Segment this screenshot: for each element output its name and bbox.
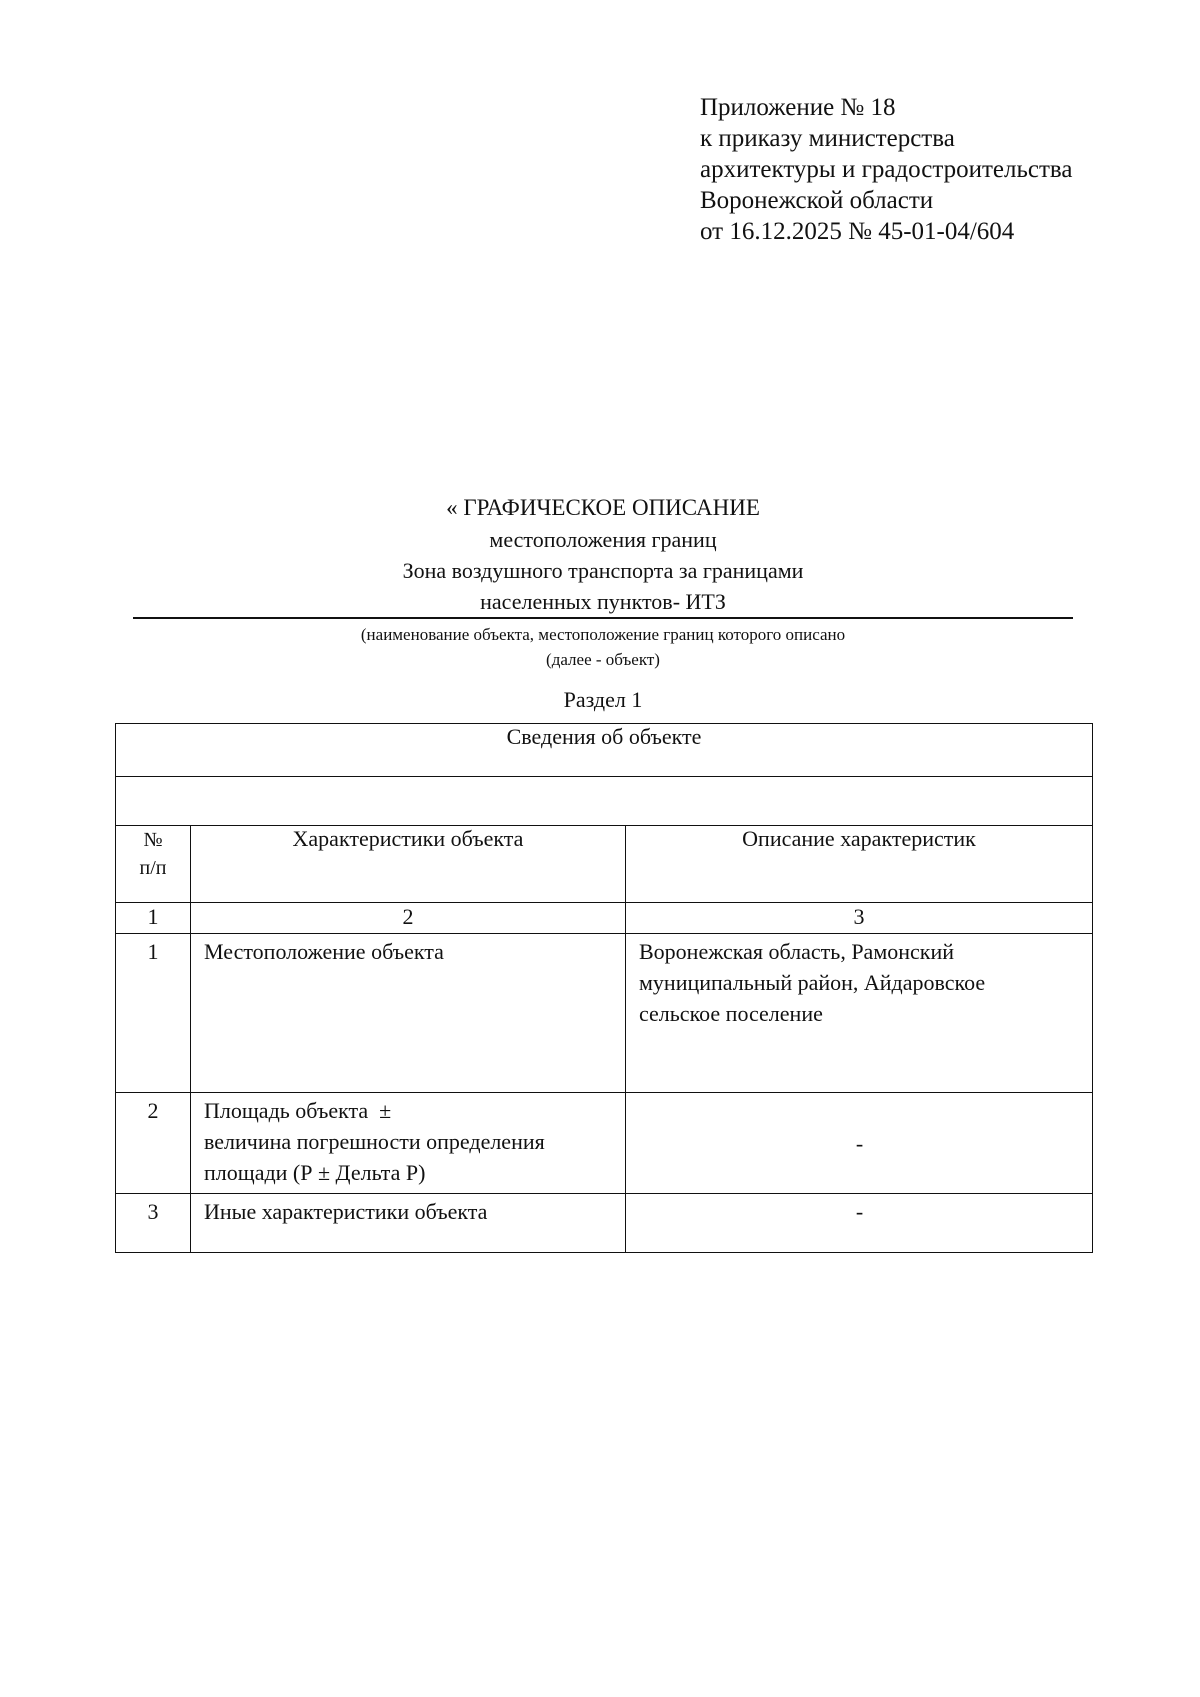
table-blank-row [116, 777, 1093, 826]
header-number-line-1: № [143, 829, 163, 851]
index-cell: 3 [626, 903, 1093, 934]
table-index-row [116, 903, 1093, 934]
column-header-number [116, 826, 191, 903]
appendix-line: архитектуры и градостроительства [700, 156, 1073, 183]
index-cell: 1 [116, 903, 191, 934]
title-line-3: Зона воздушного транспорта за границами [402, 558, 804, 583]
title-line-4: населенных пунктов- ИТЗ [480, 589, 726, 614]
row-number: 2 [116, 1093, 191, 1194]
column-header-characteristics: Характеристики объекта [191, 826, 626, 903]
description-line: Воронежская область, Рамонский [639, 939, 955, 964]
header-number-line-2: п/п [139, 857, 167, 879]
table-caption: Сведения об объекте [116, 724, 1093, 777]
title-underline [133, 617, 1073, 619]
blank-cell [116, 777, 1093, 826]
characteristic-line: величина погрешности определения [204, 1129, 545, 1154]
characteristic-line: площади (Р ± Дельта Р) [204, 1160, 426, 1185]
appendix-line: от 16.12.2025 № 45-01-04/604 [700, 218, 1015, 245]
section-label: Раздел 1 [563, 687, 643, 712]
document-title [133, 492, 1073, 617]
table-row [116, 1194, 1093, 1253]
appendix-line: к приказу министерства [700, 125, 955, 152]
caption-line-1: (наименование объекта, местоположение границ которого описано [360, 625, 846, 644]
row-characteristic [191, 1093, 626, 1194]
title-heading: « ГРАФИЧЕСКОЕ ОПИСАНИЕ [446, 495, 760, 520]
title-caption [133, 622, 1073, 672]
row-description [626, 934, 1093, 1093]
row-characteristic: Местоположение объекта [191, 934, 626, 1093]
description-line: муниципальный район, Айдаровское [639, 970, 986, 995]
characteristic-line: Площадь объекта ± [204, 1098, 392, 1123]
title-line-2: местоположения границ [489, 527, 717, 552]
row-characteristic: Иные характеристики объекта [191, 1194, 626, 1253]
table-row [116, 1093, 1093, 1194]
description-line: сельское поселение [639, 1001, 823, 1026]
caption-line-2: (далее - объект) [546, 650, 660, 669]
table-row [116, 934, 1093, 1093]
table-header-row [116, 826, 1093, 903]
row-number: 3 [116, 1194, 191, 1253]
row-number: 1 [116, 934, 191, 1093]
appendix-line: Воронежской области [700, 187, 934, 214]
column-header-description: Описание характеристик [626, 826, 1093, 903]
appendix-line: Приложение № 18 [700, 94, 896, 121]
row-description: - [626, 1093, 1093, 1194]
row-description: - [626, 1194, 1093, 1253]
table-caption-row [116, 724, 1093, 777]
appendix-block [700, 92, 1072, 247]
index-cell: 2 [191, 903, 626, 934]
object-info-table [115, 723, 1093, 1253]
